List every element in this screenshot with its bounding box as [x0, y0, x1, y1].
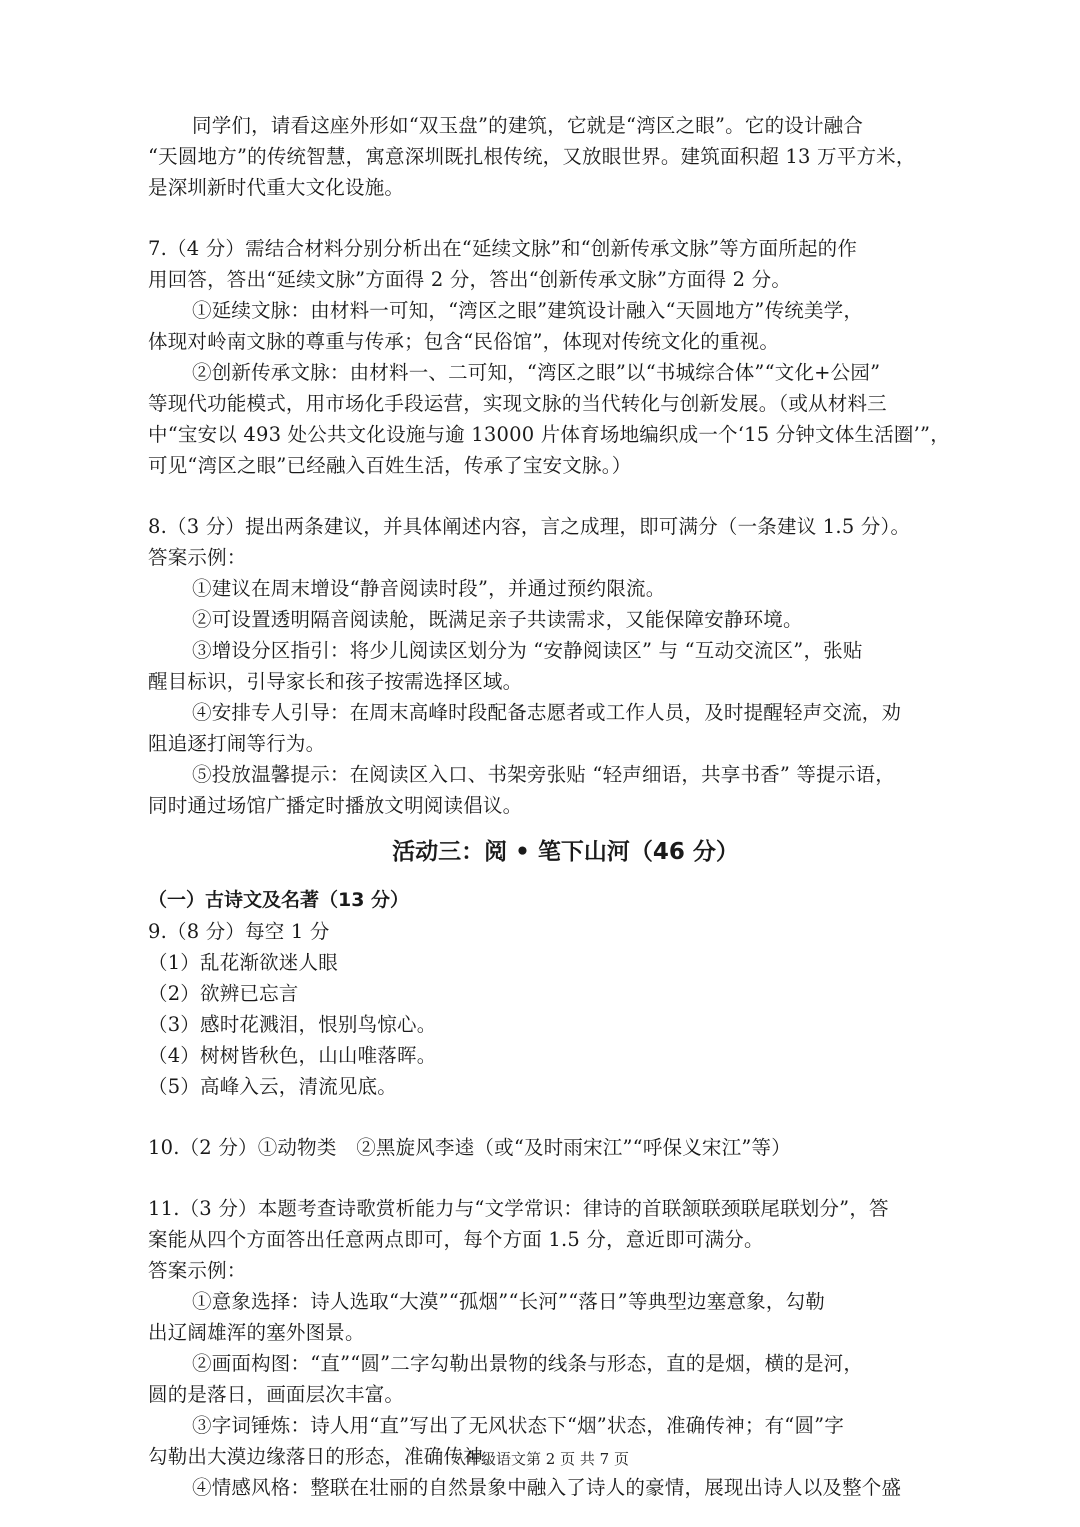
q9-line: （1）乱花渐欲迷人眼: [148, 951, 338, 974]
q8-line: 答案示例：: [148, 546, 247, 569]
q7-line: ①延续文脉：由材料一可知，“湾区之眼”建筑设计融入“天圆地方”传统美学，: [192, 299, 864, 322]
q11-line: ④情感风格：整联在壮丽的自然景象中融入了诗人的豪情，展现出诗人以及整个盛: [192, 1476, 902, 1499]
q7-line: ②创新传承文脉：由材料一、二可知，“湾区之眼”以“书城综合体”“文化+公园”: [192, 361, 881, 384]
question-9: [148, 916, 983, 1102]
q10-line: 10.（2 分）①动物类 ②黑旋风李逵（或“及时雨宋江”“呼保义宋江”等）: [148, 1136, 791, 1159]
q8-line: ①建议在周末增设“静音阅读时段”，并通过预约限流。: [192, 577, 666, 600]
intro-line: 同学们，请看这座外形如“双玉盘”的建筑，它就是“湾区之眼”。它的设计融合: [192, 114, 864, 137]
section-subheading: （一）古诗文及名著（13 分）: [148, 889, 410, 911]
q7-line: 中“宝安以 493 处公共文化设施与逾 13000 片体育场地编织成一个‘15 分钟文体生活圈’”，: [148, 423, 950, 446]
q7-line: 体现对岭南文脉的尊重与传承；包含“民俗馆”，体现对传统文化的重视。: [148, 330, 780, 353]
q11-line: ①意象选择：诗人选取“大漠”“孤烟”“长河”“落日”等典型边塞意象，勾勒: [192, 1290, 825, 1313]
answer-sheet-page: [148, 110, 983, 1503]
question-10: [148, 1132, 983, 1163]
q7-line: 等现代功能模式，用市场化手段运营，实现文脉的当代转化与创新发展。（或从材料三: [148, 392, 887, 415]
intro-line: “天圆地方”的传统智慧，寓意深圳既扎根传统，又放眼世界。建筑面积超 13 万平方米，: [148, 145, 916, 168]
page-footer: 八年级语文第 2 页 共 7 页: [451, 1450, 629, 1468]
intro-paragraph: [148, 110, 983, 203]
q11-line: 出辽阔雄浑的塞外图景。: [148, 1321, 365, 1344]
q8-line: ④安排专人引导：在周末高峰时段配备志愿者或工作人员，及时提醒轻声交流，劝: [192, 701, 902, 724]
q9-line: （4）树树皆秋色，山山唯落晖。: [148, 1044, 437, 1067]
q11-line: 勾勒出大漠边缘落日的形态，准确传神。: [148, 1445, 503, 1468]
q8-line: ⑤投放温馨提示：在阅读区入口、书架旁张贴 “轻声细语，共享书香” 等提示语，: [192, 763, 895, 786]
q9-line: 9.（8 分）每空 1 分: [148, 920, 330, 943]
q7-line: 可见“湾区之眼”已经融入百姓生活，传承了宝安文脉。）: [148, 454, 632, 477]
question-8: [148, 511, 983, 821]
q8-line: 阻追逐打闹等行为。: [148, 732, 326, 755]
q11-line: 圆的是落日，画面层次丰富。: [148, 1383, 405, 1406]
section-heading: 活动三：阅 • 笔下山河（46 分）: [392, 839, 739, 865]
q8-line: ③增设分区指引：将少儿阅读区划分为 “安静阅读区” 与 “互动交流区”，张贴: [192, 639, 863, 662]
q9-line: （2）欲辨已忘言: [148, 982, 299, 1005]
intro-line: 是深圳新时代重大文化设施。: [148, 176, 405, 199]
q11-line: ③字词锤炼：诗人用“直”写出了无风状态下“烟”状态，准确传神；有“圆”字: [192, 1414, 845, 1437]
q9-line: （5）高峰入云，清流见底。: [148, 1075, 398, 1098]
q7-line: 用回答，答出“延续文脉”方面得 2 分，答出“创新传承文脉”方面得 2 分。: [148, 268, 792, 291]
q11-line: ②画面构图：“直”“圆”二字勾勒出景物的线条与形态，直的是烟，横的是河，: [192, 1352, 864, 1375]
q8-line: 同时通过场馆广播定时播放文明阅读倡议。: [148, 794, 523, 817]
q11-line: 11.（3 分）本题考查诗歌赏析能力与“文学常识：律诗的首联颔联颈联尾联划分”，答: [148, 1197, 889, 1220]
q8-line: 醒目标识，引导家长和孩子按需选择区域。: [148, 670, 523, 693]
q8-line: 8.（3 分）提出两条建议，并具体阐述内容，言之成理，即可满分（一条建议 1.5 分）。: [148, 515, 911, 538]
q7-line: 7.（4 分）需结合材料分别分析出在“延续文脉”和“创新传承文脉”等方面所起的作: [148, 237, 858, 260]
q8-line: ②可设置透明隔音阅读舱，既满足亲子共读需求，又能保障安静环境。: [192, 608, 803, 631]
q11-line: 答案示例：: [148, 1259, 247, 1282]
question-7: [148, 233, 983, 481]
q11-line: 案能从四个方面答出任意两点即可，每个方面 1.5 分，意近即可满分。: [148, 1228, 764, 1251]
q9-line: （3）感时花溅泪，恨别鸟惊心。: [148, 1013, 437, 1036]
